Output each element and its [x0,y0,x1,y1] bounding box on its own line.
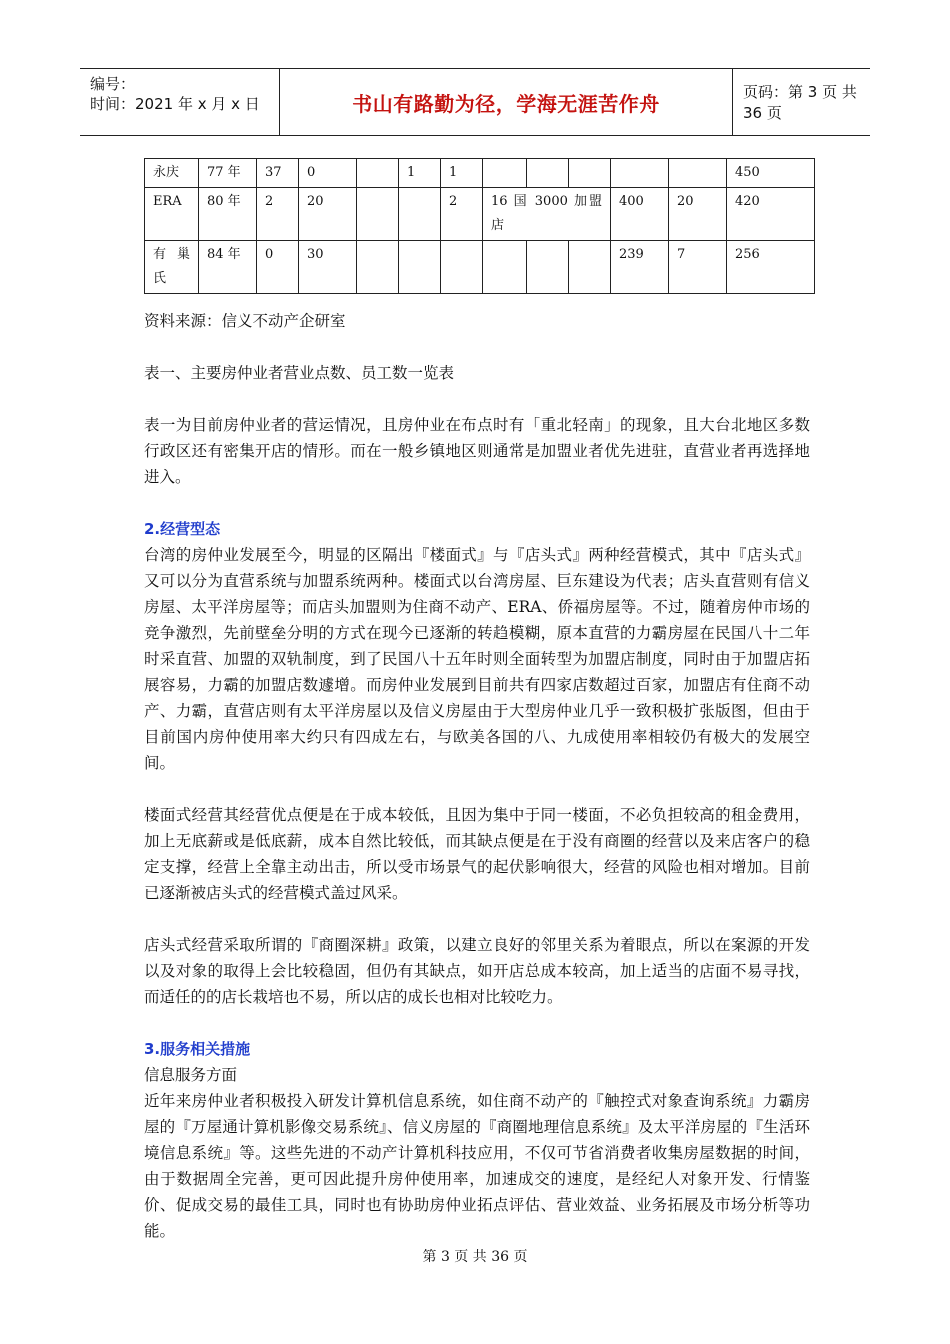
table-cell: 37 [257,159,299,188]
table-cell [399,188,441,241]
table-source: 资料来源：信义不动产企研室 [144,312,346,330]
table-cell: ERA [145,188,199,241]
page-header [80,68,870,136]
table-cell: 450 [727,159,815,188]
agency-table [144,158,815,294]
table-cell: 239 [611,241,669,294]
table-cell: 1 [441,159,483,188]
table-cell [527,241,569,294]
paragraph: 表一为目前房仲业者的营运情况，且房仲业在布点时有「重北轻南」的现象，且大台北地区多数行政区还有密集开店的情形。而在一般乡镇地区则通常是加盟业者优先进驻，直营业者再选择地进入。 [144,416,810,486]
table-cell: 20 [669,188,727,241]
table-cell: 84 年 [199,241,257,294]
table-cell: 永庆 [145,159,199,188]
subheading: 信息服务方面 [144,1066,238,1084]
table-row [145,159,815,188]
table-cell [357,188,399,241]
table-cell [527,159,569,188]
table-cell [611,159,669,188]
table-row [145,188,815,241]
paragraph: 楼面式经营其经营优点便是在于成本较低，且因为集中于同一楼面，不必负担较高的租金费用，加上无底薪或是低底薪，成本自然比较低，而其缺点便是在于没有商圈的经营以及来店客户的稳定支撑，经营上全靠主动出击，所以受市场景气的起伏影响很大，经营的风险也相对增加。目前已逐渐被店头式的经营模式盖过风采。 [144,806,810,902]
header-page-info: 页码：第 3 页 共 36 页 [743,83,857,122]
table-cell [483,241,527,294]
table-cell: 77 年 [199,159,257,188]
document-body [144,308,810,1244]
table-cell: 1 [399,159,441,188]
table-cell [357,241,399,294]
table-cell: 420 [727,188,815,241]
table-cell [441,241,483,294]
table-cell [569,241,611,294]
table-cell: 80 年 [199,188,257,241]
table-cell: 2 [257,188,299,241]
table-caption: 表一、主要房仲业者营业点数、员工数一览表 [144,364,455,382]
table-cell [145,241,199,294]
table-cell [399,241,441,294]
table-cell [357,159,399,188]
table-cell: 256 [727,241,815,294]
table-cell: 2 [441,188,483,241]
table-cell: 0 [299,159,357,188]
table-cell: 400 [611,188,669,241]
table-row [145,241,815,294]
header-date: 时间：2021 年 x 月 x 日 [90,95,260,113]
table-cell: 20 [299,188,357,241]
table-cell [669,159,727,188]
paragraph: 近年来房仲业者积极投入研发计算机信息系统，如住商不动产的『触控式对象查询系统』力霸房屋的『万屋通计算机影像交易系统』、信义房屋的『商圈地理信息系统』及太平洋房屋的『生活环境信息系统』等。这些先进的不动产计算机科技应用，不仅可节省消费者收集房屋数据的时间，由于数据周全完善，更可因此提升房仲使用率，加速成交的速度，是经纪人对象开发、行情鉴价、促成交易的最佳工具，同时也有协助房仲业拓点评估、营业效益、业务拓展及市场分析等功能。 [144,1092,810,1240]
table-cell [483,159,527,188]
table-cell: 7 [669,241,727,294]
table-cell [483,188,611,241]
header-motto: 书山有路勤为径，学海无涯苦作舟 [280,69,733,135]
header-number: 编号： [90,75,136,93]
table-cell: 0 [257,241,299,294]
section-heading: 3.服务相关措施 [144,1040,251,1058]
table-cell [569,159,611,188]
section-heading: 2.经营型态 [144,520,221,538]
paragraph: 台湾的房仲业发展至今，明显的区隔出『楼面式』与『店头式』两种经营模式，其中『店头式』又可以分为直营系统与加盟系统两种。楼面式以台湾房屋、巨东建设为代表；店头直营则有信义房屋、太平洋房屋等；而店头加盟则为住商不动产、ERA、侨福房屋等。不过，随着房仲市场的竞争激烈，先前壁垒分明的方式在现今已逐渐的转趋模糊，原本直营的力霸房屋在民国八十二年时采直营、加盟的双轨制度，到了民国八十五年时则全面转型为加盟店制度，同时由于加盟店拓展容易，力霸的加盟店数遽增。而房仲业发展到目前共有四家店数超过百家，加盟店有住商不动产、力霸，直营店则有太平洋房屋以及信义房屋由于大型房仲业几乎一致积极扩张版图，但由于目前国内房仲使用率大约只有四成左右，与欧美各国的八、九成使用率相较仍有极大的发展空间。 [144,546,810,772]
table-cell-text: 16 国 3000 加盟店 [491,194,602,233]
paragraph: 店头式经营采取所谓的『商圈深耕』政策，以建立良好的邻里关系为着眼点，所以在案源的开发以及对象的取得上会比较稳固，但仍有其缺点，如开店总成本较高，加上适当的店面不易寻找，而适任的的店长栽培也不易，所以店的成长也相对比较吃力。 [144,936,810,1006]
header-meta [80,69,280,135]
table-cell-text: 有巢氏 [153,247,190,286]
table-cell: 30 [299,241,357,294]
page-footer: 第 3 页 共 36 页 [422,1249,528,1265]
